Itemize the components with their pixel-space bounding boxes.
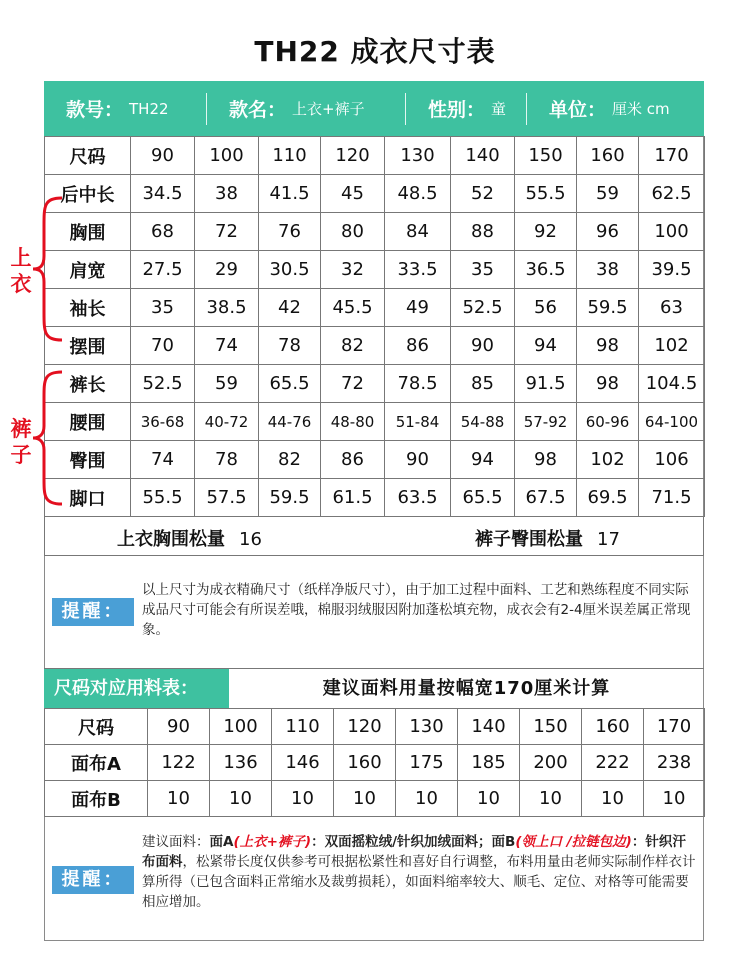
table-cell: 29 [195, 251, 259, 289]
row-label: 裤长 [45, 365, 131, 403]
table-cell: 106 [639, 441, 705, 479]
fabric-b-label: 面B [491, 834, 516, 850]
table-cell: 44-76 [259, 403, 321, 441]
table-cell: 85 [451, 365, 515, 403]
table-cell: 200 [520, 745, 582, 781]
table-cell: 36.5 [515, 251, 577, 289]
table-row [45, 365, 705, 403]
table-cell: 38.5 [195, 289, 259, 327]
table-cell: 59.5 [577, 289, 639, 327]
table-cell: 30.5 [259, 251, 321, 289]
table-cell: 35 [131, 289, 195, 327]
table-cell: 69.5 [577, 479, 639, 517]
table-cell: 59.5 [259, 479, 321, 517]
table-cell: 72 [195, 213, 259, 251]
table-cell: 10 [148, 781, 210, 817]
style-no-value: TH22 [129, 99, 169, 118]
table-row [45, 175, 705, 213]
table-cell: 52 [451, 175, 515, 213]
table-cell: 59 [577, 175, 639, 213]
table-cell: 39.5 [639, 251, 705, 289]
table-cell: 10 [458, 781, 520, 817]
note-2-text [142, 832, 698, 912]
table-row [45, 403, 705, 441]
table-cell: 45 [321, 175, 385, 213]
note-1 [44, 556, 704, 668]
table-cell: 62.5 [639, 175, 705, 213]
size-header-cell: 170 [639, 137, 705, 175]
table-cell: 65.5 [451, 479, 515, 517]
fabric-header [44, 668, 704, 708]
style-no [44, 81, 206, 136]
header-bar [44, 81, 704, 136]
size-label-cell: 尺码 [45, 709, 148, 745]
table-cell: 10 [210, 781, 272, 817]
table-cell: 96 [577, 213, 639, 251]
size-header-cell: 100 [210, 709, 272, 745]
fabric-table [44, 708, 705, 817]
table-cell: 104.5 [639, 365, 705, 403]
top-brace [30, 196, 66, 342]
size-header-cell: 150 [520, 709, 582, 745]
table-row [45, 327, 705, 365]
table-cell: 60-96 [577, 403, 639, 441]
row-label: 肩宽 [45, 251, 131, 289]
size-header-row [45, 137, 705, 175]
table-cell: 40-72 [195, 403, 259, 441]
header-divider [206, 93, 207, 125]
size-header-cell: 140 [451, 137, 515, 175]
table-cell: 94 [515, 327, 577, 365]
size-header-cell: 150 [515, 137, 577, 175]
table-cell: 146 [272, 745, 334, 781]
table-cell: 48-80 [321, 403, 385, 441]
size-header-cell: 100 [195, 137, 259, 175]
table-cell: 80 [321, 213, 385, 251]
fabric-a-label: 面A [209, 834, 234, 850]
table-cell: 82 [321, 327, 385, 365]
fabric-advice-body: ，松紧带长度仅供参考可根据松紧性和喜好自行调整，布料用量由老师实际制作样衣计算所得（已包含面料正常缩水及裁剪损耗），如面料缩率较大、顺毛、定位、对格等可能需要相应增加。 [142, 854, 696, 910]
unit-value: 厘米 cm [612, 100, 670, 118]
unit [527, 81, 697, 136]
table-cell: 45.5 [321, 289, 385, 327]
table-cell: 67.5 [515, 479, 577, 517]
table-cell: 78 [259, 327, 321, 365]
table-cell: 38 [577, 251, 639, 289]
table-cell: 64-100 [639, 403, 705, 441]
table-cell: 74 [131, 441, 195, 479]
table-row [45, 289, 705, 327]
unit-label: 单位： [549, 99, 607, 121]
note-2 [44, 816, 704, 941]
table-cell: 65.5 [259, 365, 321, 403]
row-label: 腰围 [45, 403, 131, 441]
table-cell: 61.5 [321, 479, 385, 517]
size-header-cell: 160 [582, 709, 644, 745]
table-cell: 72 [321, 365, 385, 403]
table-cell: 34.5 [131, 175, 195, 213]
fabric-a-material: ：双面摇粒绒/针织加绒面料； [311, 834, 492, 850]
size-table [44, 136, 705, 517]
header-divider [405, 93, 406, 125]
table-cell: 78 [195, 441, 259, 479]
top-ease [117, 525, 262, 551]
table-cell: 98 [577, 327, 639, 365]
table-cell: 10 [272, 781, 334, 817]
style-name-label: 款名： [229, 99, 287, 121]
table-cell: 222 [582, 745, 644, 781]
table-cell: 10 [334, 781, 396, 817]
table-cell: 49 [385, 289, 451, 327]
table-cell: 86 [385, 327, 451, 365]
table-cell: 88 [451, 213, 515, 251]
row-label: 臀围 [45, 441, 131, 479]
table-cell: 10 [644, 781, 705, 817]
size-header-cell: 120 [321, 137, 385, 175]
gender-value: 童 [491, 100, 507, 118]
table-cell: 36-68 [131, 403, 195, 441]
table-cell: 10 [396, 781, 458, 817]
size-header-cell: 110 [272, 709, 334, 745]
table-cell: 63.5 [385, 479, 451, 517]
size-header-cell: 120 [334, 709, 396, 745]
table-cell: 78.5 [385, 365, 451, 403]
row-label: 袖长 [45, 289, 131, 327]
size-header-cell: 90 [131, 137, 195, 175]
gender [406, 81, 526, 136]
size-header-cell: 160 [577, 137, 639, 175]
fabric-b-usage: (领上口 /拉链包边) [515, 834, 632, 850]
row-label: 脚口 [45, 479, 131, 517]
size-header-row [45, 709, 705, 745]
table-cell: 98 [515, 441, 577, 479]
style-name [207, 81, 405, 136]
table-cell: 57.5 [195, 479, 259, 517]
table-cell: 100 [639, 213, 705, 251]
page-title: TH22 成衣尺寸表 [254, 35, 496, 68]
table-cell: 102 [639, 327, 705, 365]
table-row [45, 213, 705, 251]
table-cell: 42 [259, 289, 321, 327]
table-cell: 55.5 [131, 479, 195, 517]
table-row [45, 781, 705, 817]
table-cell: 10 [520, 781, 582, 817]
fabric-width-note: 建议面料用量按幅宽170厘米计算 [322, 678, 611, 699]
table-cell: 33.5 [385, 251, 451, 289]
table-cell: 10 [582, 781, 644, 817]
size-header-cell: 140 [458, 709, 520, 745]
gender-label: 性别： [428, 99, 486, 121]
table-cell: 27.5 [131, 251, 195, 289]
fabric-a-usage: (上衣+裤子) [233, 834, 312, 850]
table-cell: 98 [577, 365, 639, 403]
table-cell: 86 [321, 441, 385, 479]
table-cell: 35 [451, 251, 515, 289]
table-cell: 91.5 [515, 365, 577, 403]
top-ease-label: 上衣胸围松量 [117, 529, 225, 550]
table-cell: 160 [334, 745, 396, 781]
table-row [45, 479, 705, 517]
table-cell: 32 [321, 251, 385, 289]
table-cell: 90 [451, 327, 515, 365]
row-label: 面布B [45, 781, 148, 817]
size-header-cell: 130 [385, 137, 451, 175]
row-label: 胸围 [45, 213, 131, 251]
table-cell: 56 [515, 289, 577, 327]
table-cell: 71.5 [639, 479, 705, 517]
table-cell: 54-88 [451, 403, 515, 441]
pants-ease-value: 17 [597, 529, 620, 550]
table-cell: 102 [577, 441, 639, 479]
top-section-label: 上衣 [10, 246, 32, 296]
table-cell: 84 [385, 213, 451, 251]
table-cell: 52.5 [131, 365, 195, 403]
table-cell: 82 [259, 441, 321, 479]
table-cell: 55.5 [515, 175, 577, 213]
table-cell: 51-84 [385, 403, 451, 441]
table-cell: 74 [195, 327, 259, 365]
fabric-b-material: ：针织汗布面料 [142, 834, 686, 870]
row-label: 面布A [45, 745, 148, 781]
row-label: 后中长 [45, 175, 131, 213]
table-cell: 38 [195, 175, 259, 213]
size-header-cell: 90 [148, 709, 210, 745]
table-cell: 92 [515, 213, 577, 251]
row-label: 摆围 [45, 327, 131, 365]
style-no-label: 款号： [66, 99, 124, 121]
table-cell: 48.5 [385, 175, 451, 213]
table-cell: 122 [148, 745, 210, 781]
table-row [45, 745, 705, 781]
table-cell: 59 [195, 365, 259, 403]
table-cell: 57-92 [515, 403, 577, 441]
table-cell: 70 [131, 327, 195, 365]
table-cell: 94 [451, 441, 515, 479]
header-divider [526, 93, 527, 125]
ease-row [44, 516, 704, 556]
table-cell: 41.5 [259, 175, 321, 213]
style-name-value: 上衣+裤子 [292, 100, 365, 118]
size-label-cell: 尺码 [45, 137, 131, 175]
table-row [45, 251, 705, 289]
fabric-section-label: 尺码对应用料表： [44, 669, 229, 709]
pants-ease-label: 裤子臀围松量 [475, 529, 583, 550]
size-header-cell: 130 [396, 709, 458, 745]
table-cell: 136 [210, 745, 272, 781]
table-cell: 63 [639, 289, 705, 327]
table-row [45, 441, 705, 479]
reminder-badge: 提醒： [52, 598, 134, 626]
reminder-badge: 提醒： [52, 866, 134, 894]
size-header-cell: 110 [259, 137, 321, 175]
pants-ease [475, 525, 620, 551]
pants-section-label: 裤子 [10, 417, 32, 467]
table-cell: 238 [644, 745, 705, 781]
table-cell: 175 [396, 745, 458, 781]
table-cell: 90 [385, 441, 451, 479]
pants-brace [30, 370, 66, 506]
table-cell: 185 [458, 745, 520, 781]
table-cell: 76 [259, 213, 321, 251]
note-1-text: 以上尺寸为成衣精确尺寸（纸样净版尺寸），由于加工过程中面料、工艺和熟练程度不同实际成品尺寸可能会有所误差哦，棉服羽绒服因附加蓬松填充物，成衣会有2-4厘米误差属正常现象。 [142, 582, 691, 638]
fabric-advice-lead: 建议面料： [142, 834, 210, 850]
table-cell: 68 [131, 213, 195, 251]
size-header-cell: 170 [644, 709, 705, 745]
top-ease-value: 16 [239, 529, 262, 550]
table-cell: 52.5 [451, 289, 515, 327]
